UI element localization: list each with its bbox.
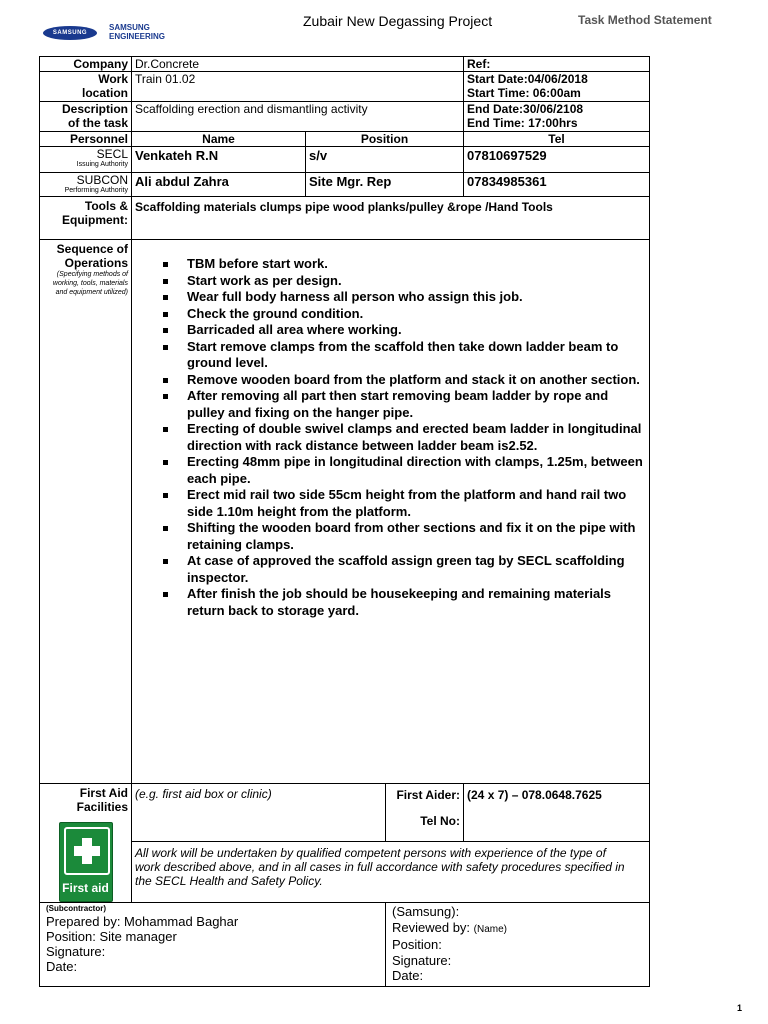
personnel-row-secl [40,147,650,173]
sequence-step: At case of approved the scaffold assign green tag by SECL scaffolding inspector. [163,553,646,586]
logo-line-1: SAMSUNG [109,23,150,32]
description-label [40,102,132,132]
tools-value: Scaffolding materials clumps pipe wood planks/pulley &rope /Hand Tools [132,197,650,240]
sequence-step: Remove wooden board from the platform and stack it on another section. [163,372,646,389]
sequence-steps-list [135,256,646,619]
first-aid-label-line2: Facilities [76,800,128,814]
sequence-label-line1: Sequence of [56,242,128,256]
company-value: Dr.Concrete [132,57,464,72]
sequence-label [40,240,132,784]
sequence-step: Check the ground condition. [163,306,646,323]
description-label-line2: of the task [67,116,128,130]
page-number: 1 [737,1003,743,1013]
subcontractor-org: (Subcontractor) [46,904,106,913]
secl-tel: 07810697529 [464,147,650,173]
logo-line-2: ENGINEERING [109,32,166,41]
subcontractor-date: Date: [46,959,78,974]
tools-label-line1: Tools & [84,199,128,213]
description-value: Scaffolding erection and dismantling activity [132,102,464,132]
work-location-row [40,72,650,102]
first-aider-cell [386,784,464,842]
first-aid-label-cell [40,784,132,903]
personnel-label: Personnel [40,132,132,147]
start-info [464,72,650,102]
subcon-label [40,173,132,197]
end-info [464,102,650,132]
subcontractor-signature: Signature: [46,944,106,959]
tools-row [40,197,650,240]
subcontractor-position: Position: Site manager [46,929,177,944]
reviewed-by-line [392,920,643,938]
first-aid-label-line1: First Aid [79,786,128,800]
sequence-step: Erect mid rail two side 55cm height from the platform and hand rail two side 1.10m height from the platform. [163,487,646,520]
tools-label-line2: Equipment: [62,213,128,227]
end-time: End Time: 17:00hrs [467,116,578,130]
sequence-step: Wear full body harness all person who assign this job. [163,289,646,306]
first-aid-hint: (e.g. first aid box or clinic) [132,784,386,842]
work-label-line2: location [81,86,128,100]
col-name-header: Name [132,132,306,147]
samsung-signature: Signature: [392,952,452,968]
first-aid-sign [59,822,113,902]
disclaimer-row [40,842,650,903]
company-label: Company [40,57,132,72]
samsung-org: (Samsung): [392,904,460,919]
first-aid-sign-text: First aid [62,881,109,895]
method-statement-table [39,56,650,987]
samsung-logo-mark: SAMSUNG [43,26,97,40]
subcon-org: SUBCON [76,173,128,187]
secl-role: Issuing Authority [76,161,128,168]
col-position-header: Position [306,132,464,147]
secl-name: Venkateh R.N [132,147,306,173]
prepared-by: Prepared by: Mohammad Baghar [46,914,239,929]
subcon-role: Performing Authority [64,187,128,194]
secl-org: SECL [96,147,128,161]
work-location-label [40,72,132,102]
first-aid-cross-icon [64,827,110,875]
sequence-steps-cell [132,240,650,784]
sequence-step: After removing all part then start removing beam ladder by rope and pulley and fixing on the hanger pipe. [163,388,646,421]
reviewed-by: Reviewed by: [392,919,471,935]
tools-label [40,197,132,240]
reviewed-by-note: (Name) [473,923,508,935]
sequence-note: (Specifying methods of working, tools, materials and equipment utilized) [52,271,128,296]
sequence-step: Start remove clamps from the scaffold then take down ladder beam to ground level. [163,339,646,372]
sequence-step: Shifting the wooden board from other sections and fix it on the pipe with retaining clamps. [163,520,646,553]
samsung-engineering-logo [109,23,165,41]
start-date: Start Date:04/06/2018 [467,72,588,86]
subcon-tel: 07834985361 [464,173,650,197]
signoff-row [40,903,650,987]
sequence-step: TBM before start work. [163,256,646,273]
sequence-row [40,240,650,784]
subcon-name: Ali abdul Zahra [132,173,306,197]
end-date: End Date:30/06/2108 [467,102,584,116]
work-location-value: Train 01.02 [132,72,464,102]
samsung-position: Position: [392,937,442,952]
first-aider-label: First Aider: [396,788,461,802]
sequence-step: Erecting of double swivel clamps and erected beam ladder in longitudinal direction with rack distance between ladder beam is2.52. [163,421,646,454]
first-aid-row [40,784,650,842]
samsung-signoff [386,903,650,987]
samsung-date: Date: [392,968,424,983]
description-label-line1: Description [61,102,128,116]
project-title: Zubair New Degassing Project [303,13,493,29]
sequence-step: Start work as per design. [163,273,646,290]
secl-label [40,147,132,173]
disclaimer-text: All work will be undertaken by qualified competent persons with experience of the type of work described above, and in all cases in full accordance with safety procedures specified in the SECL Health and Safety Policy. [132,842,650,903]
company-row [40,57,650,72]
personnel-header-row [40,132,650,147]
start-time: Start Time: 06:00am [467,86,581,100]
document-type: Task Method Statement [578,13,712,27]
first-aider-value: (24 x 7) – 078.0648.7625 [464,784,650,842]
subcontractor-signoff [40,903,386,987]
work-label-line1: Work [98,72,128,86]
ref-label: Ref: [464,57,650,72]
sequence-step: After finish the job should be housekeeping and remaining materials return back to storage yard. [163,586,646,619]
sequence-step: Erecting 48mm pipe in longitudinal direction with clamps, 1.25m, between each pipe. [163,454,646,487]
tel-no-label: Tel No: [420,814,461,828]
sequence-step: Barricaded all area where working. [163,322,646,339]
personnel-row-subcon [40,173,650,197]
col-tel-header: Tel [464,132,650,147]
subcon-position: Site Mgr. Rep [306,173,464,197]
description-row [40,102,650,132]
sequence-label-line2: Operations [64,256,128,270]
secl-position: s/v [306,147,464,173]
